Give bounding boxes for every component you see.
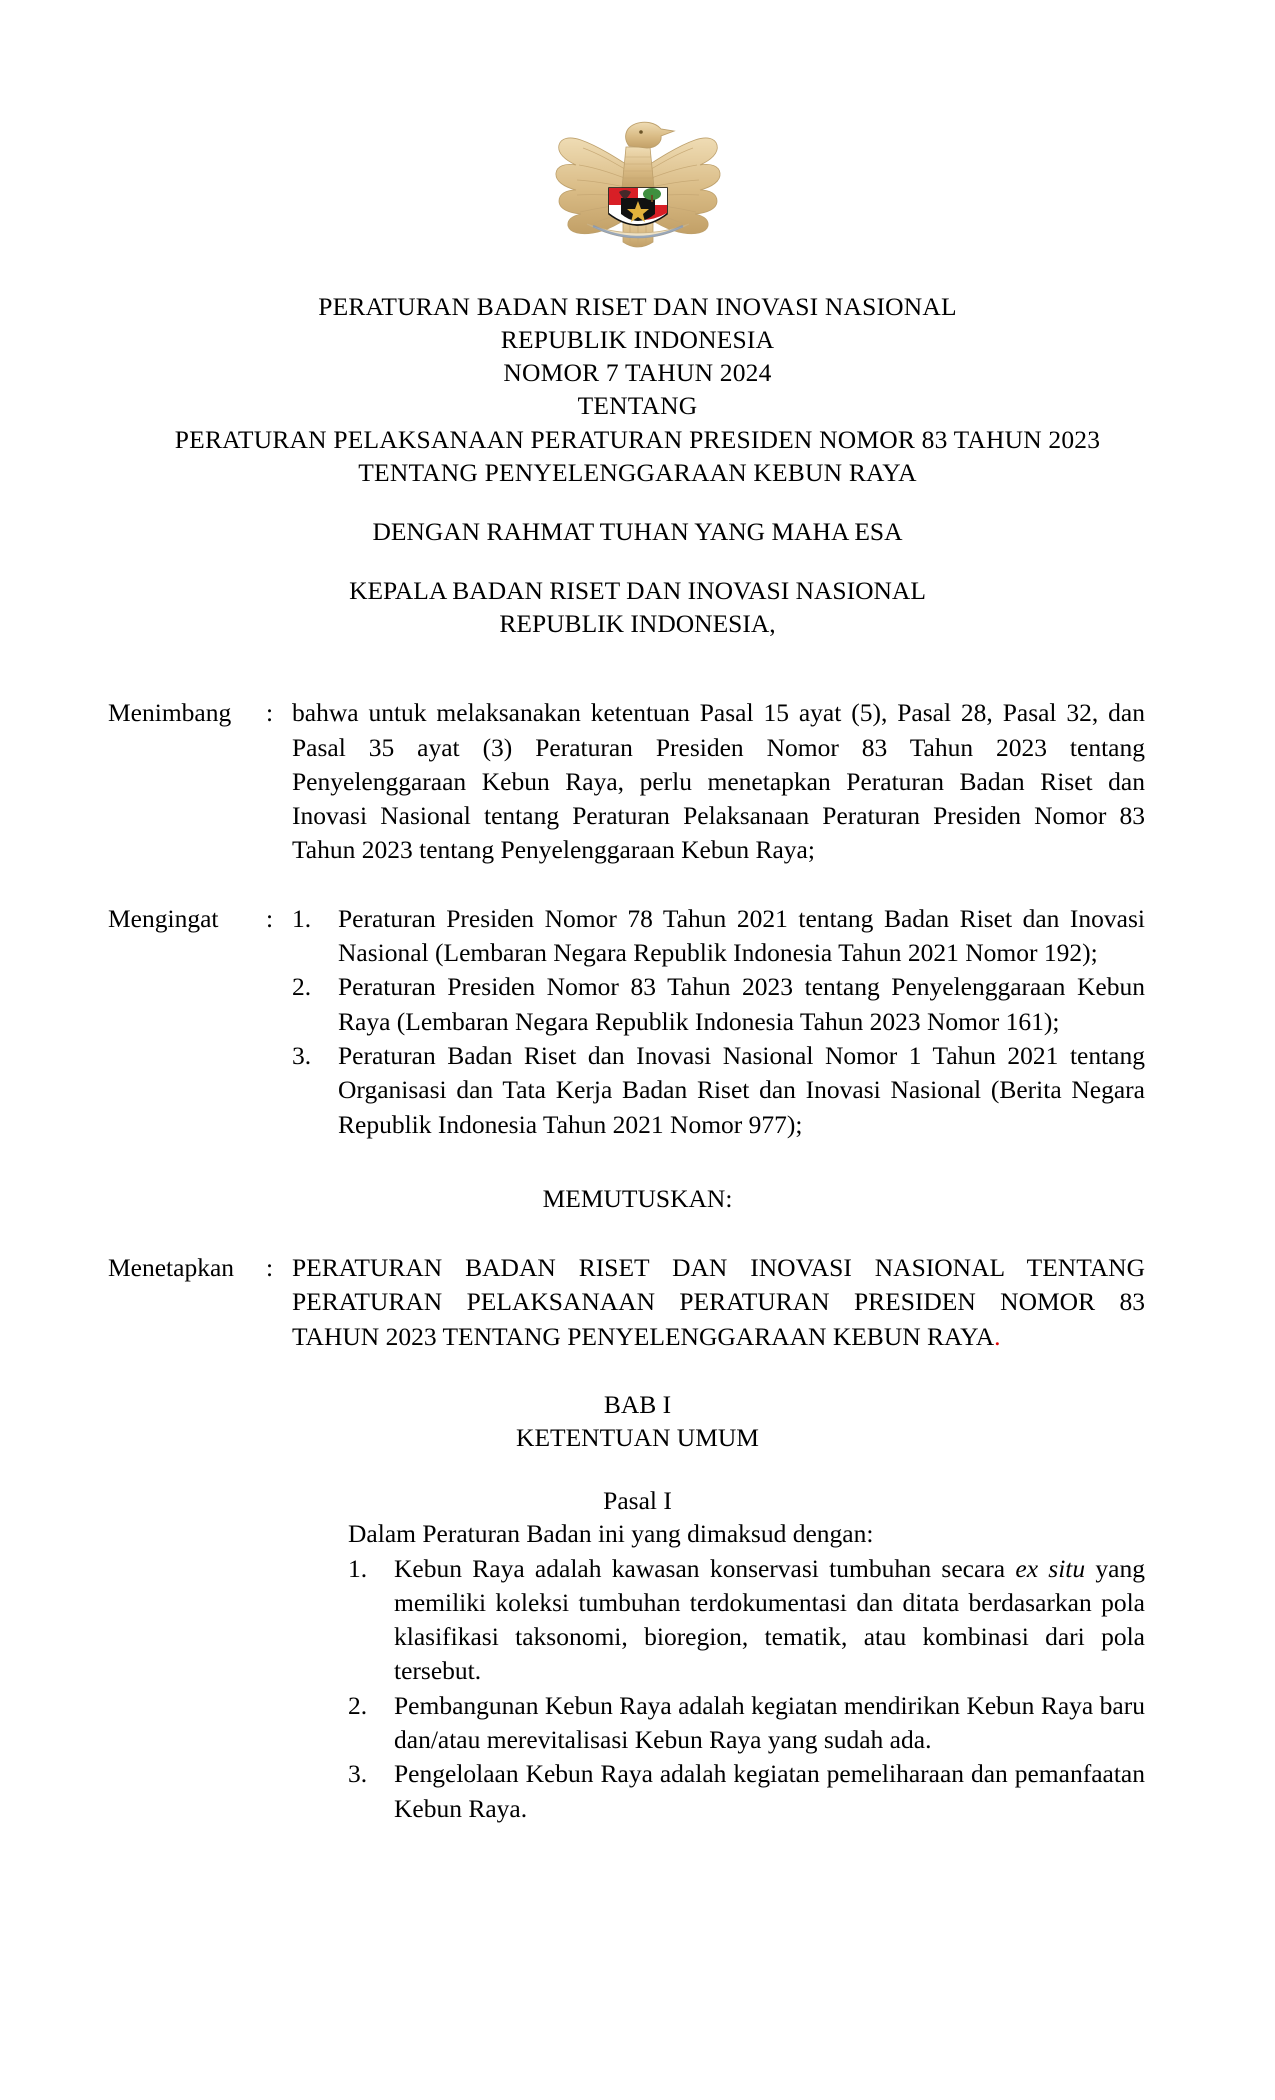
mengingat-clause [0, 902, 1275, 1142]
list-item [292, 1039, 1145, 1142]
garuda-neck [622, 147, 654, 188]
title-line-4: TENTANG [577, 391, 698, 421]
list-item-text: Peraturan Presiden Nomor 83 Tahun 2023 tentang Penyelenggaraan Kebun Raya (Lembaran Negara Republik Indonesia Tahun 2023 Nomor 161); [338, 972, 1145, 1036]
definition-italic-term: ex situ [1015, 1553, 1086, 1583]
title-line-3: NOMOR 7 TAHUN 2024 [503, 358, 772, 388]
menetapkan-clause [0, 1251, 1275, 1354]
bab-title: KETENTUAN UMUM [516, 1423, 759, 1452]
definitions-section [0, 1517, 1275, 1826]
list-item [348, 1689, 1145, 1758]
list-item [292, 970, 1145, 1039]
menimbang-text: bahwa untuk melaksanakan ketentuan Pasal 15 ayat (5), Pasal 28, Pasal 32, dan Pasal 35 ayat (3) Peraturan Presiden Nomor 83 Tahun 2023 tentang Penyelenggaraan Kebun Raya, perlu menetapkan Peraturan Badan Riset dan Inovasi Nasional tentang Peraturan Pelaksanaan Peraturan Presiden Nomor 83 Tahun 2023 tentang Penyelenggaraan Kebun Raya; [292, 698, 1145, 865]
menimbang-label: Menimbang [108, 698, 232, 728]
list-item [292, 902, 1145, 971]
mengingat-colon: : [266, 903, 274, 933]
document-title [0, 290, 1275, 489]
menetapkan-colon: : [266, 1252, 274, 1282]
garuda-head-icon [625, 122, 673, 148]
list-item-number: 2. [292, 972, 312, 1002]
definition-text-before: Kebun Raya adalah kawasan konservasi tumbuhan secara [394, 1553, 1016, 1583]
pasal-heading [0, 1484, 1275, 1517]
list-item-number: 3. [348, 1759, 368, 1789]
menimbang-clause [0, 696, 1275, 867]
bab-heading [0, 1388, 1275, 1454]
list-item-number: 1. [348, 1553, 368, 1583]
mengingat-label: Mengingat [108, 903, 219, 933]
menetapkan-final-period: . [994, 1321, 1001, 1351]
mengingat-list-container [292, 902, 1145, 1142]
definitions-list [348, 1552, 1145, 1826]
title-line-5: PERATURAN PELAKSANAAN PERATURAN PRESIDEN NOMOR 83 TAHUN 2023 [174, 424, 1101, 454]
mengingat-list [292, 902, 1145, 1142]
list-item-text: Peraturan Badan Riset dan Inovasi Nasional Nomor 1 Tahun 2021 tentang Organisasi dan Tata Kerja Badan Riset dan Inovasi Nasional (Berita Negara Republik Indonesia Tahun 2021 Nomor 977); [338, 1040, 1145, 1139]
list-item [348, 1552, 1145, 1689]
definition-text-after: yang memiliki koleksi tumbuhan terdokumentasi dan ditata berdasarkan pola klasifikasi taksonomi, bioregion, tematik, atau kombinasi dari pola tersebut. [394, 1553, 1146, 1686]
bab-number: BAB I [603, 1389, 672, 1419]
list-item-number: 2. [348, 1690, 368, 1720]
menetapkan-text: PERATURAN BADAN RISET DAN INOVASI NASIONAL TENTANG PERATURAN PELAKSANAAN PERATURAN PRESIDEN NOMOR 83 TAHUN 2023 TENTANG PENYELENGGARAAN KEBUN RAYA [292, 1252, 1145, 1351]
list-item-text: Peraturan Presiden Nomor 78 Tahun 2021 tentang Badan Riset dan Inovasi Nasional (Lembaran Negara Republik Indonesia Tahun 2021 Nomor 192); [338, 903, 1145, 968]
definitions-lead: Dalam Peraturan Badan ini yang dimaksud dengan: [348, 1519, 874, 1549]
menimbang-colon: : [266, 698, 274, 728]
title-line-6: TENTANG PENYELENGGARAAN KEBUN RAYA [358, 457, 917, 487]
list-item-text: Pembangunan Kebun Raya adalah kegiatan mendirikan Kebun Raya baru dan/atau merevitalisasi Kebun Raya yang sudah ada. [394, 1690, 1145, 1755]
title-line-1: PERATURAN BADAN RISET DAN INOVASI NASIONAL [318, 292, 957, 321]
pasal-number: Pasal I [603, 1486, 672, 1516]
blessing-line: DENGAN RAHMAT TUHAN YANG MAHA ESA [372, 516, 903, 546]
menetapkan-label: Menetapkan [108, 1252, 235, 1282]
list-item-number: 1. [292, 903, 312, 933]
menetapkan-text-container [292, 1251, 1145, 1354]
title-line-2: REPUBLIK INDONESIA [500, 325, 775, 355]
memutuskan-heading: MEMUTUSKAN: [542, 1183, 733, 1213]
garuda-pancasila-emblem [543, 102, 733, 252]
list-item-text [394, 1552, 1145, 1689]
emblem-container [0, 0, 1275, 252]
authority-line-1: KEPALA BADAN RISET DAN INOVASI NASIONAL [349, 575, 926, 605]
authority-line-2: REPUBLIK INDONESIA, [499, 609, 776, 639]
list-item [348, 1757, 1145, 1826]
list-item-text: Pengelolaan Kebun Raya adalah kegiatan pemeliharaan dan pemanfaatan Kebun Raya. [394, 1759, 1145, 1823]
list-item-number: 3. [292, 1040, 312, 1070]
